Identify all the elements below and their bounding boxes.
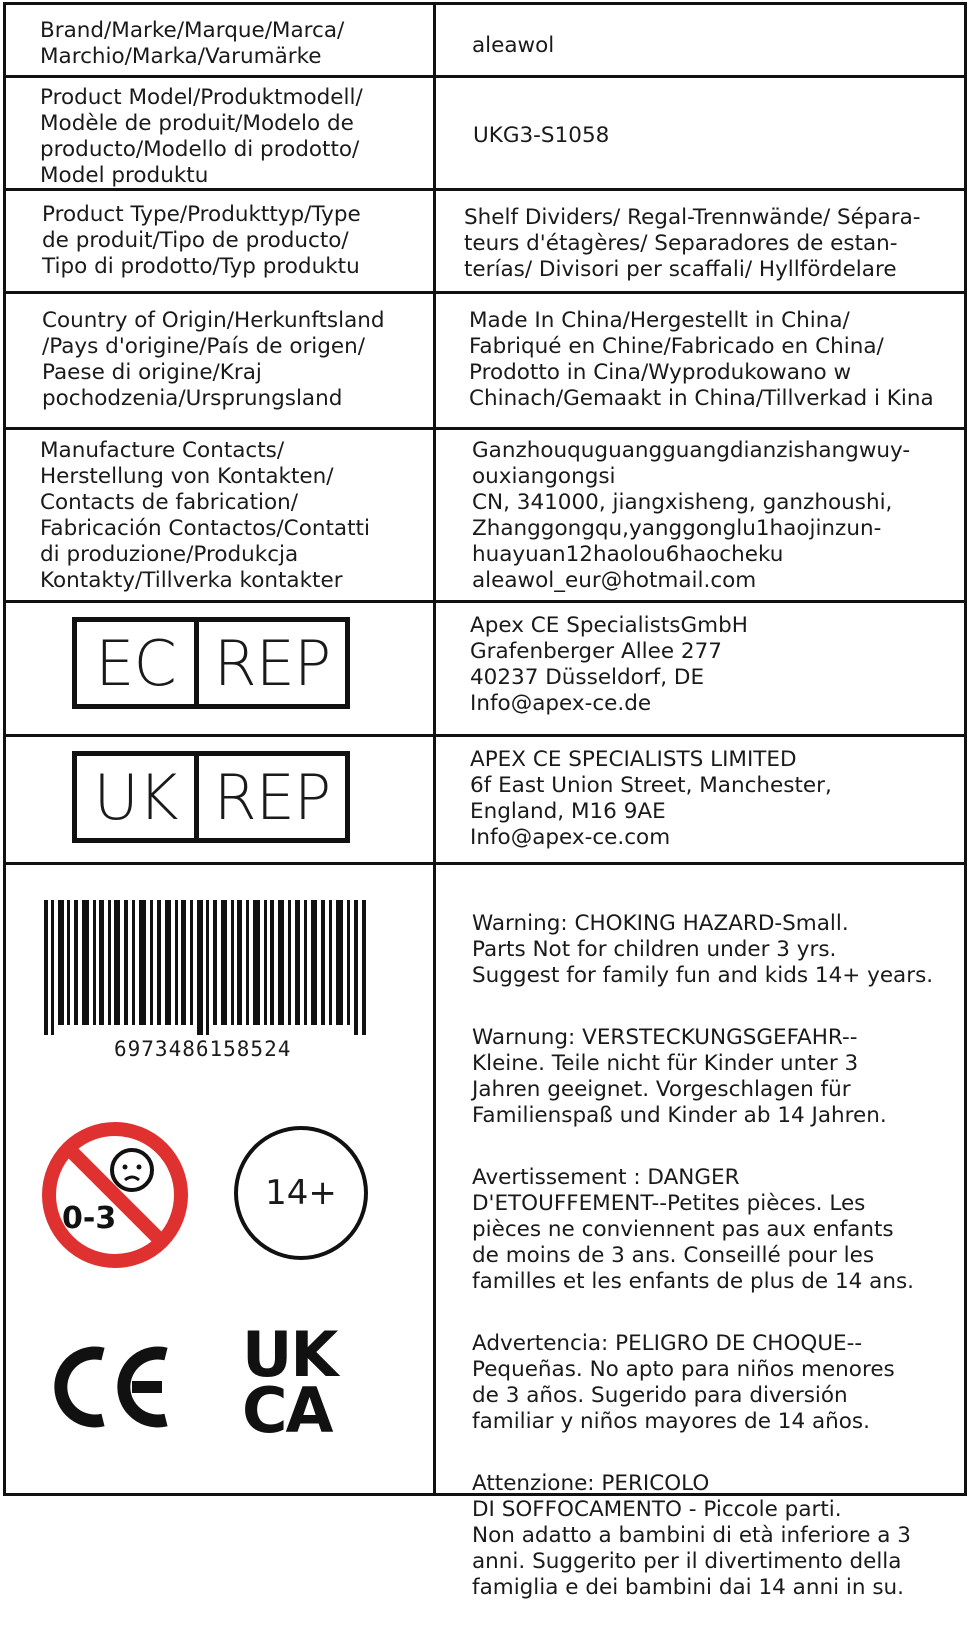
manufacturer-label: Manufacture Contacts/ Herstellung von Kontakten/ Contacts de fabrication/ Fabricación Contactos/Contatti di produzione/Produkcja Kontakty/Tillverka kontakter xyxy=(40,438,370,593)
ec-rep-symbol xyxy=(72,617,350,709)
uk-rep-symbol xyxy=(72,751,350,843)
age-limit-text: 14+ xyxy=(265,1173,337,1213)
ukca-mark-icon xyxy=(242,1318,360,1447)
brand-value: aleawol xyxy=(472,33,555,58)
no-under-3-icon xyxy=(40,1120,190,1270)
row-divider xyxy=(6,427,964,430)
type-value: Shelf Dividers/ Regal-Trennwände/ Sépara- teurs d'étagères/ Separadores de estan- terías/ Divisori per scaffali/ Hyllfördelare xyxy=(464,205,921,282)
ec-rep-address: Apex CE SpecialistsGmbH Grafenberger Allee 277 40237 Düsseldorf, DE Info@apex-ce.de xyxy=(470,613,748,716)
uk-rep-address: APEX CE SPECIALISTS LIMITED 6f East Union Street, Manchester, England, M16 9AE Info@apex-ce.com xyxy=(470,747,832,850)
column-divider xyxy=(433,5,436,1493)
row-divider xyxy=(6,291,964,294)
model-value: UKG3-S1058 xyxy=(473,123,610,148)
origin-label: Country of Origin/Herkunftsland /Pays d'origine/País de origen/ Paese di origine/Kraj pochodzenia/Ursprungsland xyxy=(42,308,385,411)
brand-label: Brand/Marke/Marque/Marca/ Marchio/Marka/Varumärke xyxy=(40,18,345,69)
barcode xyxy=(44,900,374,1035)
warning-it: Attenzione: PERICOLO DI SOFFOCAMENTO - Piccole parti. Non adatto a bambini di età inferiore a 3 anni. Suggerito per il divertimento della famiglia e dei bambini dai 14 anni in su. xyxy=(472,1471,911,1600)
product-info-table xyxy=(3,2,967,1600)
uk-rep-left: UK xyxy=(77,756,199,838)
warning-en: Warning: CHOKING HAZARD-Small. Parts Not for children under 3 yrs. Suggest for family fun and kids 14+ years. xyxy=(472,911,934,988)
warning-fr: Avertissement : DANGER D'ETOUFFEMENT--Petites pièces. Les pièces ne conviennent pas aux enfants de moins de 3 ans. Conseillé pour les familles et les enfants de plus de 14 ans. xyxy=(472,1165,915,1294)
ec-rep-right: REP xyxy=(213,626,331,700)
model-label: Product Model/Produktmodell/ Modèle de produit/Modelo de producto/Modello di prodotto/ Model produktu xyxy=(40,85,363,188)
row-divider xyxy=(6,600,964,603)
ukca-top: UK xyxy=(242,1318,337,1391)
row-divider xyxy=(6,734,964,737)
row-divider xyxy=(6,75,964,78)
ce-mark-icon xyxy=(48,1342,173,1432)
under-3-text: 0-3 xyxy=(62,1201,117,1236)
row-divider xyxy=(6,862,964,865)
barcode-number: 6973486158524 xyxy=(114,1037,292,1061)
warning-es: Advertencia: PELIGRO DE CHOQUE-- Pequeñas. No apto para niños menores de 3 años. Sugerido para diversión familiar y niños mayores de 14 años. xyxy=(472,1331,895,1434)
ukca-bottom: CA xyxy=(242,1374,332,1447)
warnings-block xyxy=(472,885,968,1637)
type-label: Product Type/Produkttyp/Type de produit/Tipo de producto/ Tipo di prodotto/Typ produktu xyxy=(42,202,361,279)
manufacturer-value: Ganzhouquguangguangdianzishangwuy- ouxiangongsi CN, 341000, jiangxisheng, ganzhoushi, Zhanggongqu,yanggonglu1haojinzun- huayuan12haolou6haocheku aleawol_eur@hotmail.com xyxy=(472,438,911,593)
uk-rep-right: REP xyxy=(213,760,331,834)
age-14-plus-icon xyxy=(234,1126,368,1260)
ec-rep-left: EC xyxy=(77,622,199,704)
origin-value: Made In China/Hergestellt in China/ Fabriqué en Chine/Fabricado en China/ Prodotto in Cina/Wyprodukowano w Chinach/Gemaakt in China/Tillverkad i Kina xyxy=(469,308,934,411)
warning-de: Warnung: VERSTECKUNGSGEFAHR-- Kleine. Teile nicht für Kinder unter 3 Jahren geeignet. Vorgeschlagen für Familienspaß und Kinder ab 14 Jahren. xyxy=(472,1025,887,1128)
